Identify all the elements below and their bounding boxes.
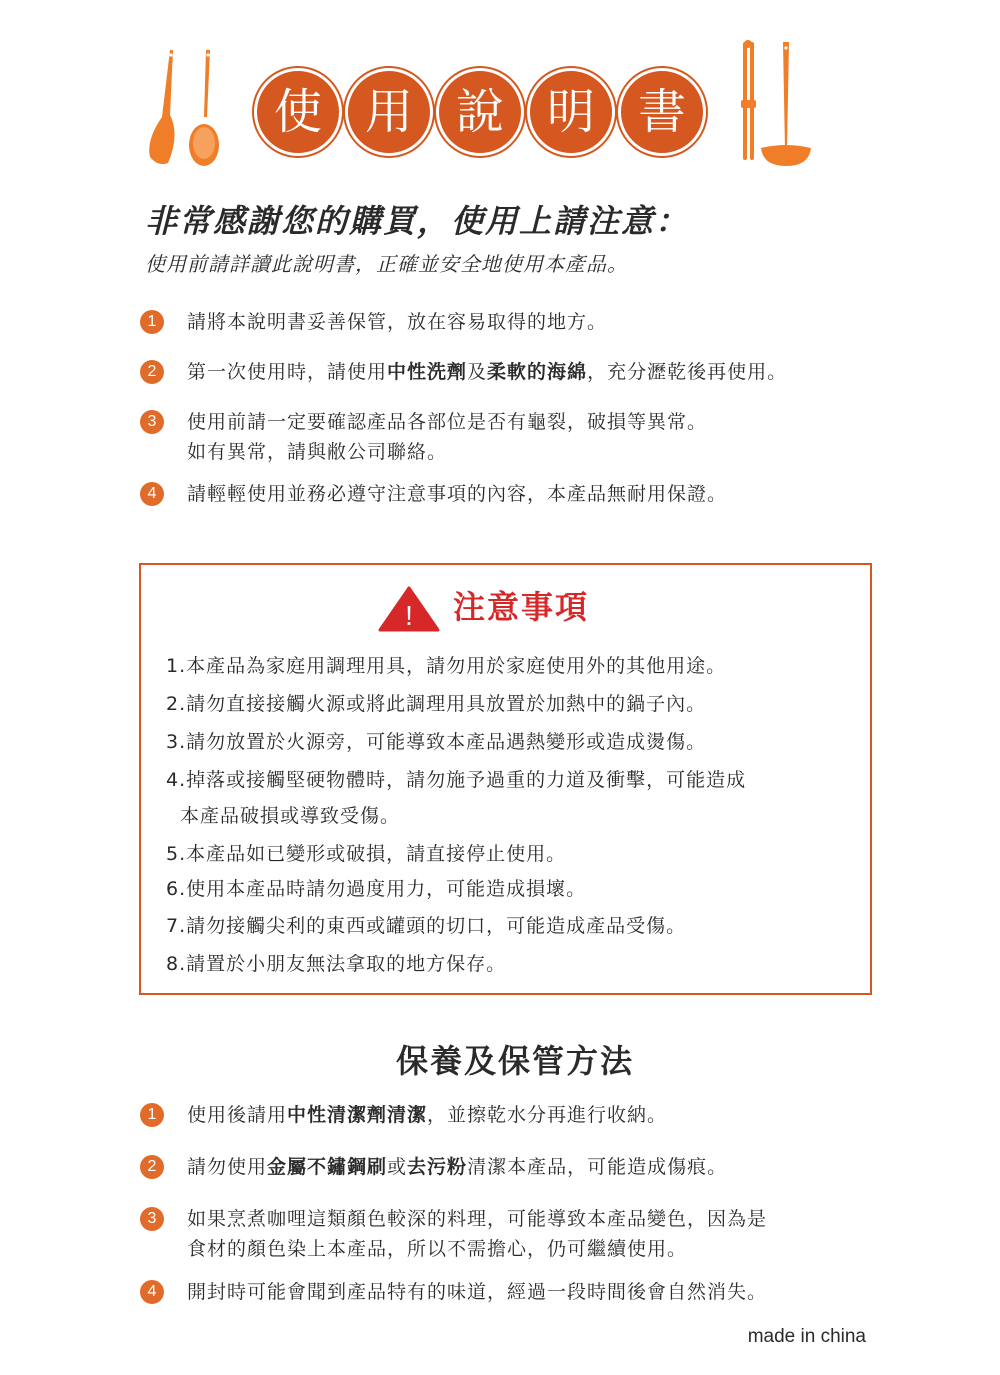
title-char: 書 [618,68,706,156]
list-item: 如果烹煮咖哩這類顏色較深的料理，可能導致本產品變色，因為是 [187,1208,768,1230]
number-badge: 2 [140,360,164,384]
list-item: 開封時可能會聞到產品特有的味道，經過一段時間後會自然消失。 [187,1281,768,1303]
list-item: 使用前請一定要確認產品各部位是否有龜裂，破損等異常。 [187,411,708,433]
title-char: 說 [436,68,524,156]
made-in-label: made in china [747,1326,866,1347]
caution-title: 注意事項 [453,588,590,626]
title-char: 明 [527,68,615,156]
number-badge: 1 [140,310,164,334]
tongs-ladle-illustration [735,38,825,168]
caution-item: 1.本產品為家庭用調理用具，請勿用於家庭使用外的其他用途。 [166,655,727,677]
intro-title: 非常感謝您的購買，使用上請注意： [145,202,690,240]
caution-item: 5.本產品如已變形或破損，請直接停止使用。 [166,843,567,865]
list-item-continuation: 食材的顏色染上本產品，所以不需擔心，仍可繼續使用。 [187,1238,688,1260]
caution-item: 2.請勿直接接觸火源或將此調理用具放置於加熱中的鍋子內。 [166,693,707,715]
list-item: 請勿使用金屬不鏽鋼刷或去污粉清潔本產品，可能造成傷痕。 [187,1156,728,1178]
list-item: 請將本說明書妥善保管，放在容易取得的地方。 [187,311,608,333]
caution-item-continuation: 本產品破損或導致受傷。 [180,805,401,827]
caution-item: 4.掉落或接觸堅硬物體時，請勿施予過重的力道及衝擊，可能造成 [166,769,747,791]
title-char: 使 [254,68,342,156]
list-item: 請輕輕使用並務必遵守注意事項的內容，本產品無耐用保證。 [187,483,728,505]
title-char: 用 [345,68,433,156]
warning-icon [378,586,440,632]
spatula-spoon-illustration [140,45,220,170]
number-badge: 1 [140,1103,164,1127]
caution-item: 3.請勿放置於火源旁，可能導致本產品遇熱變形或造成燙傷。 [166,731,707,753]
list-item-continuation: 如有異常，請與敝公司聯絡。 [187,441,448,463]
intro-subtitle: 使用前請詳讀此說明書，正確並安全地使用本產品。 [145,252,628,276]
number-badge: 4 [140,482,164,506]
list-item: 使用後請用中性清潔劑清潔，並擦乾水分再進行收納。 [187,1104,668,1126]
caution-item: 7.請勿接觸尖利的東西或罐頭的切口，可能造成產品受傷。 [166,915,687,937]
warning-symbol: ! [405,600,413,631]
list-item: 第一次使用時，請使用中性洗劑及柔軟的海綿，充分瀝乾後再使用。 [187,361,788,383]
caution-item: 6.使用本產品時請勿過度用力，可能造成損壞。 [166,878,587,900]
number-badge: 2 [140,1155,164,1179]
number-badge: 3 [140,1207,164,1231]
care-title: 保養及保管方法 [395,1042,634,1080]
caution-item: 8.請置於小朋友無法拿取的地方保存。 [166,953,507,975]
number-badge: 3 [140,410,164,434]
number-badge: 4 [140,1280,164,1304]
